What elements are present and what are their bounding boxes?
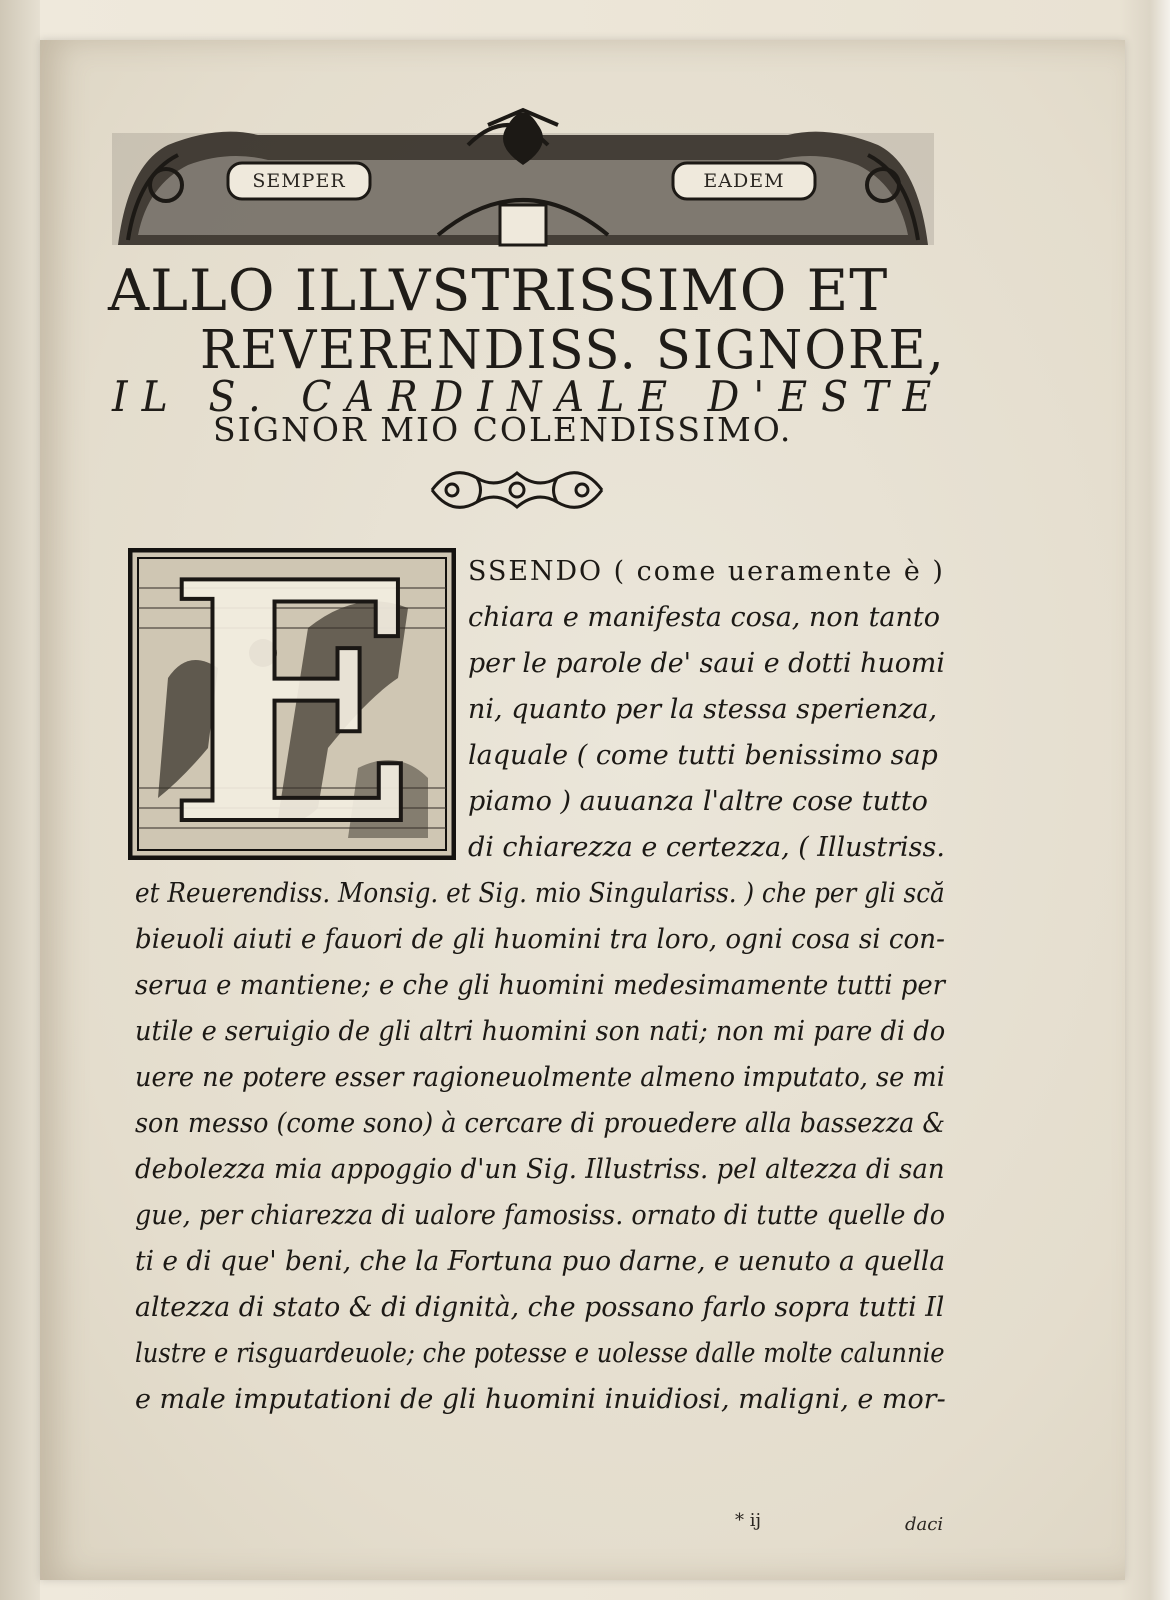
initial-letter: E (166, 510, 418, 898)
text-line: ti e di que' beni, che la Fortuna puo darne, e uenuto a quella (135, 1246, 946, 1277)
title-line-1: ALLO ILLVSTRISSIMO ET (108, 258, 889, 324)
title-line-3: IL S. CARDINALE D'ESTE (112, 372, 946, 421)
text-line: SSENDO ( come ueramente è ) (468, 556, 945, 587)
text-line: et Reuerendiss. Monsig. et Sig. mio Singulariss. ) che per gli scă (135, 878, 945, 909)
text-line: gue, per chiarezza di ualore famosiss. ornato di tutte quelle do (135, 1200, 946, 1231)
text-line: uere ne potere esser ragioneuolmente almeno imputato, se mi (135, 1062, 945, 1093)
signature-mark: * ij (735, 1510, 762, 1531)
text-line: piamo ) auuanza l'altre cose tutto (468, 786, 928, 817)
text-line: per le parole de' saui e dotti huomi (468, 648, 945, 679)
text-line: utile e seruigio de gli altri huomini son nati; non mi pare di do (135, 1016, 946, 1047)
text-line: chiara e manifesta cosa, non tanto (468, 602, 941, 633)
text-line: altezza di stato & di dignità, che possano farlo sopra tutti Il (135, 1292, 945, 1323)
text-line: di chiarezza e certezza, ( Illustriss. (468, 832, 945, 863)
text-line: ni, quanto per la stessa sperienza, (468, 694, 938, 725)
text-line: son messo (come sono) à cercare di prouedere alla bassezza & (135, 1108, 946, 1139)
text-line: lustre e risguardeuole; che potesse e uolesse dalle molte calunnie (135, 1338, 945, 1369)
text-line: debolezza mia appoggio d'un Sig. Illustriss. pel altezza di san (135, 1154, 945, 1185)
title-line-2: REVERENDISS. SIGNORE, (200, 320, 946, 381)
text-line: laquale ( come tutti benissimo sap (468, 740, 938, 771)
text-line: e male imputationi de gli huomini inuidiosi, maligni, e mor- (135, 1384, 946, 1415)
title-line-4: SIGNOR MIO COLENDISSIMO. (213, 410, 793, 449)
text-line: serua e mantiene; e che gli huomini medesimamente tutti per (135, 970, 945, 1001)
motto-right: EADEM (703, 170, 785, 192)
text-line: bieuoli aiuti e fauori de gli huomini tra loro, ogni cosa si con- (135, 924, 945, 955)
catchword: daci (905, 1514, 944, 1535)
motto-left: SEMPER (252, 170, 346, 192)
